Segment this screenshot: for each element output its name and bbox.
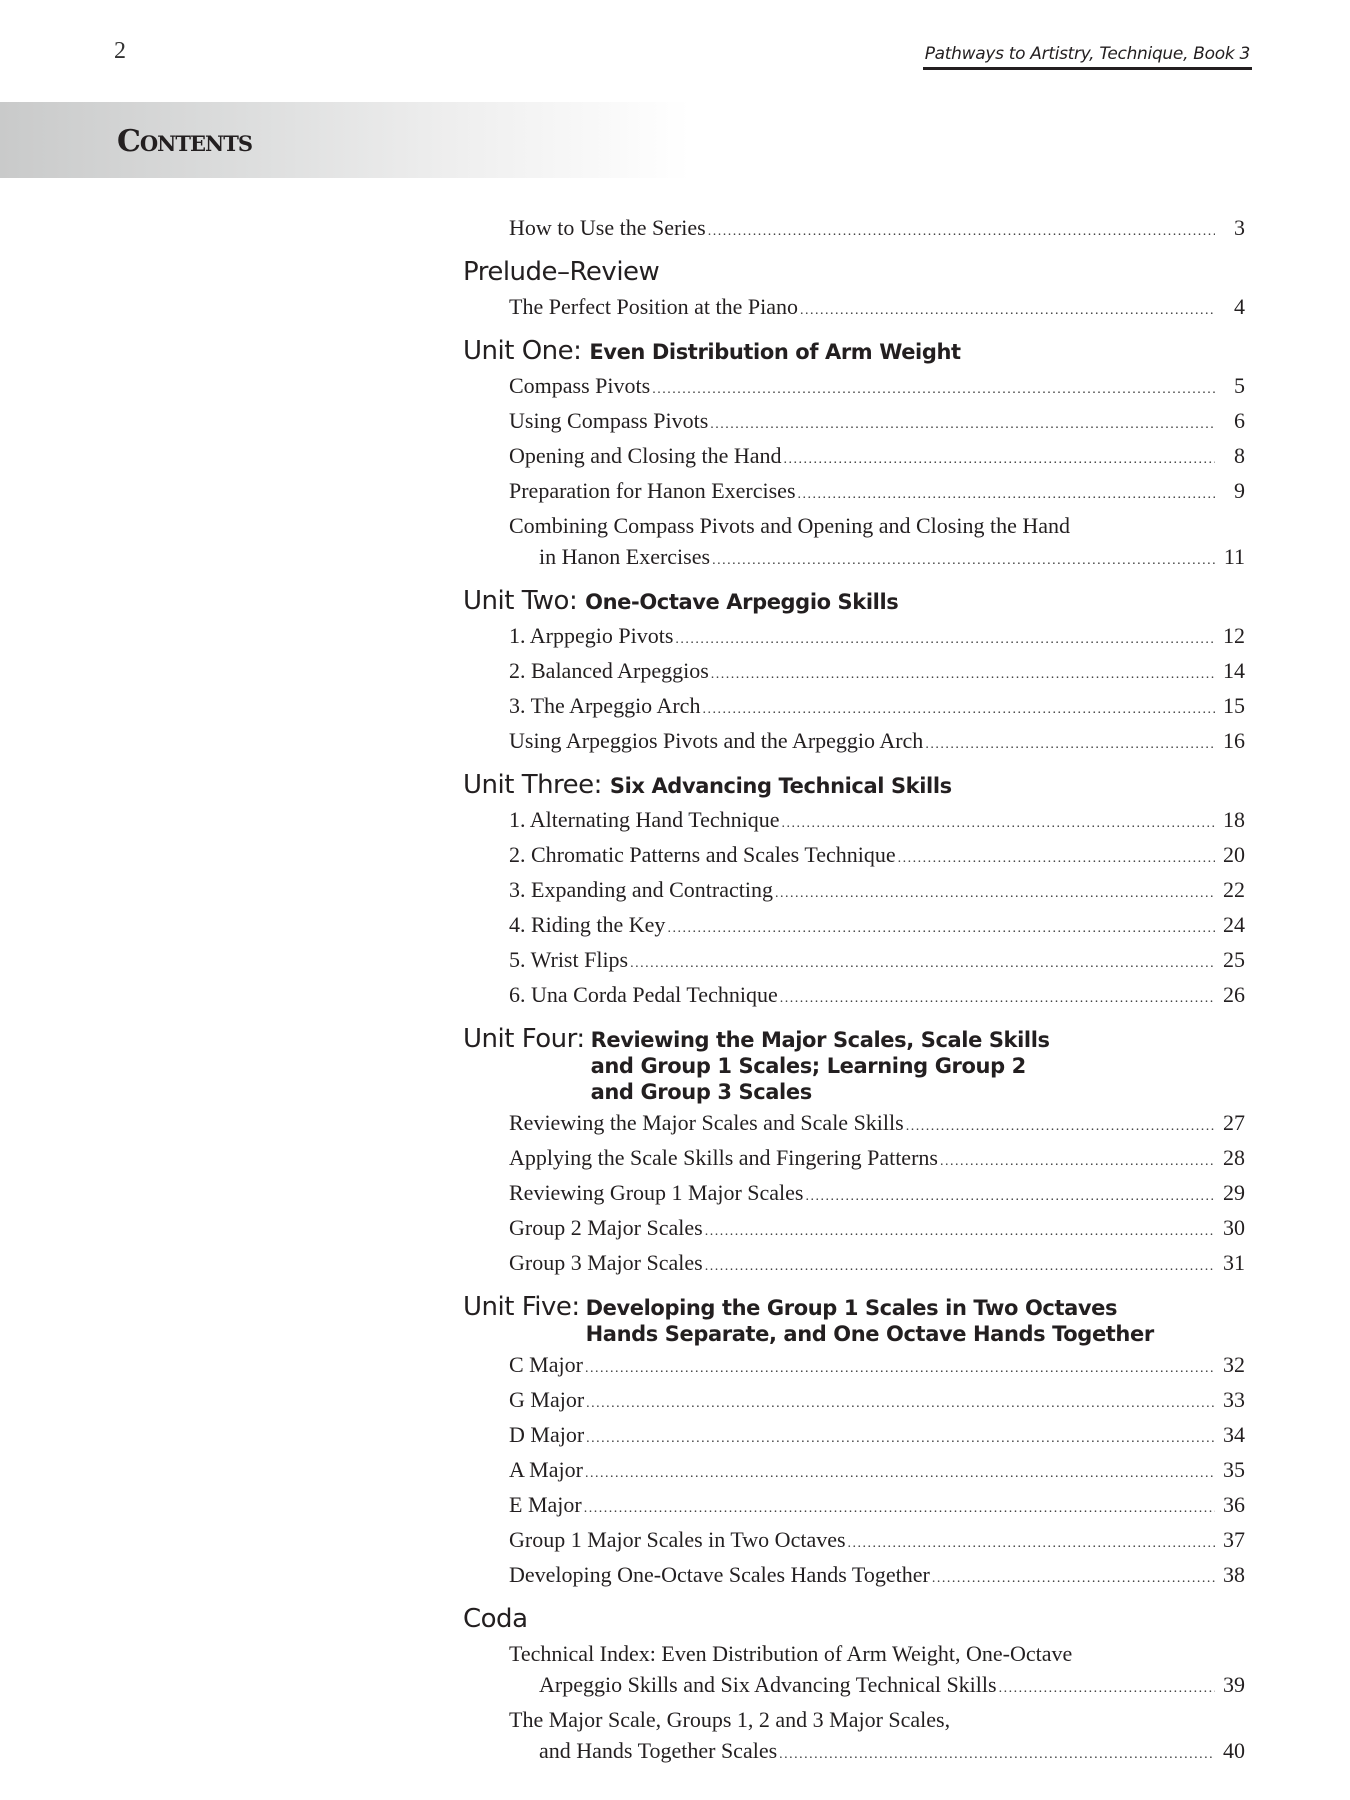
toc-entry-page: 15 [1223, 693, 1245, 718]
dot-leader [782, 808, 1215, 839]
toc-entry-label: Group 1 Major Scales in Two Octaves [509, 1527, 846, 1552]
dot-leader [999, 1673, 1215, 1704]
unit-title-line: Hands Separate, and One Octave Hands Together [585, 1322, 1154, 1346]
unit-title-line: Reviewing the Major Scales, Scale Skills [590, 1028, 1050, 1052]
unit-title-line: and Group 3 Scales [590, 1080, 812, 1104]
toc-entry[interactable] [463, 1212, 1245, 1247]
running-head: Pathways to Artistry, Technique, Book 3 [923, 44, 1252, 70]
section-heading-unit-five [463, 1290, 1245, 1347]
unit-title [585, 1022, 1050, 1105]
toc-entry-label-line1: Technical Index: Even Distribution of Arm Weight, One-Octave [509, 1641, 1073, 1666]
toc-entry-label-line2: in Hanon Exercises [539, 544, 711, 569]
dot-leader [630, 948, 1215, 979]
toc-entry[interactable] [463, 510, 1245, 576]
toc-entry-page: 16 [1223, 728, 1245, 753]
toc-entry-page: 26 [1223, 982, 1245, 1007]
toc-entry[interactable] [463, 1419, 1245, 1454]
dot-leader [925, 729, 1215, 760]
toc-entry[interactable] [463, 405, 1245, 440]
toc-entry[interactable] [463, 212, 1245, 247]
toc-entry-page: 5 [1234, 373, 1245, 398]
toc-entry-page: 20 [1223, 842, 1245, 867]
section-heading-unit-one [463, 334, 1245, 368]
toc-entry-page: 28 [1223, 1145, 1245, 1170]
toc-entry[interactable] [463, 370, 1245, 405]
toc-entry-page: 14 [1223, 658, 1245, 683]
toc-entry[interactable] [463, 874, 1245, 909]
dot-leader [667, 913, 1215, 944]
unit-title: One-Octave Arpeggio Skills [585, 590, 899, 614]
dot-leader [932, 1563, 1215, 1594]
dot-leader [784, 444, 1215, 475]
dot-leader [775, 878, 1215, 909]
toc-entry-label: Group 2 Major Scales [509, 1215, 703, 1240]
toc-entry-page: 8 [1234, 443, 1245, 468]
toc-entry-label: Developing One-Octave Scales Hands Together [509, 1562, 930, 1587]
toc-entry-page: 30 [1223, 1215, 1245, 1240]
unit-title: Even Distribution of Arm Weight [589, 340, 961, 364]
dot-leader [585, 1458, 1215, 1489]
toc-entry-label: Reviewing Group 1 Major Scales [509, 1180, 804, 1205]
table-of-contents [463, 212, 1245, 1770]
unit-label: Unit Three: [463, 770, 602, 800]
toc-entry-label: 6. Una Corda Pedal Technique [509, 982, 778, 1007]
toc-entry-label: Using Arpeggios Pivots and the Arpeggio Arch [509, 728, 924, 753]
toc-entry-label: 5. Wrist Flips [509, 947, 629, 972]
toc-entry[interactable] [463, 1489, 1245, 1524]
toc-entry[interactable] [463, 909, 1245, 944]
toc-entry-label: A Major [509, 1457, 583, 1482]
unit-label: Unit Five: [463, 1292, 580, 1322]
toc-entry-label-line1: Combining Compass Pivots and Opening and Closing the Hand [509, 513, 1070, 538]
toc-entry-page: 37 [1223, 1527, 1245, 1552]
unit-label: Unit Four: [463, 1024, 585, 1054]
dot-leader [702, 694, 1215, 725]
unit-label: Unit One: [463, 336, 582, 366]
dot-leader [798, 479, 1215, 510]
toc-entry-label-line1: The Major Scale, Groups 1, 2 and 3 Major Scales, [509, 1707, 951, 1732]
page-number: 2 [114, 38, 126, 64]
toc-entry[interactable] [463, 690, 1245, 725]
toc-entry[interactable] [463, 1349, 1245, 1384]
section-heading-unit-two [463, 584, 1245, 618]
toc-entry-label: D Major [509, 1422, 585, 1447]
toc-entry[interactable] [463, 1524, 1245, 1559]
unit-label: Unit Two: [463, 586, 578, 616]
dot-leader [800, 295, 1215, 326]
dot-leader [906, 1111, 1215, 1142]
toc-entry-page: 4 [1234, 294, 1245, 319]
dot-leader [586, 1423, 1215, 1454]
dot-leader [675, 624, 1215, 655]
toc-entry-page: 29 [1223, 1180, 1245, 1205]
toc-entry[interactable] [463, 944, 1245, 979]
toc-entry-page: 3 [1234, 215, 1245, 240]
toc-entry[interactable] [463, 1177, 1245, 1212]
toc-entry[interactable] [463, 1704, 1245, 1770]
toc-entry-label: Preparation for Hanon Exercises [509, 478, 796, 503]
toc-entry-label: 4. Riding the Key [509, 912, 666, 937]
toc-entry-label: 3. The Arpeggio Arch [509, 693, 701, 718]
section-title: Coda [463, 1604, 528, 1634]
dot-leader [708, 216, 1215, 247]
page-title: Contents [117, 124, 252, 159]
toc-entry[interactable] [463, 475, 1245, 510]
dot-leader [710, 409, 1215, 440]
unit-title [580, 1290, 1154, 1347]
toc-entry-page: 33 [1223, 1387, 1245, 1412]
toc-entry-label: E Major [509, 1492, 582, 1517]
section-heading-prelude [463, 255, 1245, 289]
toc-entry-page: 11 [1223, 544, 1245, 569]
section-heading-unit-four [463, 1022, 1245, 1105]
toc-entry[interactable] [463, 979, 1245, 1014]
section-heading-coda [463, 1602, 1245, 1636]
toc-entry-label: 2. Chromatic Patterns and Scales Technique [509, 842, 896, 867]
toc-entry[interactable] [463, 804, 1245, 839]
toc-entry-label: G Major [509, 1387, 585, 1412]
toc-entry-page: 9 [1234, 478, 1245, 503]
toc-entry[interactable] [463, 1107, 1245, 1142]
dot-leader [652, 374, 1215, 405]
toc-entry-page: 38 [1223, 1562, 1245, 1587]
toc-entry-label: Opening and Closing the Hand [509, 443, 782, 468]
dot-leader [940, 1146, 1215, 1177]
unit-title: Six Advancing Technical Skills [609, 774, 952, 798]
toc-entry-page: 40 [1223, 1738, 1245, 1763]
toc-entry-label: 1. Alternating Hand Technique [509, 807, 780, 832]
toc-entry-label: Using Compass Pivots [509, 408, 709, 433]
toc-entry[interactable] [463, 839, 1245, 874]
toc-entry[interactable] [463, 725, 1245, 760]
toc-entry[interactable] [463, 655, 1245, 690]
toc-entry-page: 31 [1223, 1250, 1245, 1275]
dot-leader [780, 983, 1215, 1014]
dot-leader [779, 1739, 1215, 1770]
toc-entry-label: Compass Pivots [509, 373, 651, 398]
dot-leader [712, 545, 1215, 576]
toc-entry[interactable] [463, 1247, 1245, 1282]
dot-leader [585, 1353, 1215, 1384]
toc-entry-label: How to Use the Series [509, 215, 706, 240]
toc-entry-page: 18 [1223, 807, 1245, 832]
toc-entry[interactable] [463, 291, 1245, 326]
toc-entry-label: Applying the Scale Skills and Fingering Patterns [509, 1145, 938, 1170]
toc-entry-label: 1. Arppegio Pivots [509, 623, 674, 648]
dot-leader [898, 843, 1215, 874]
toc-entry-label: The Perfect Position at the Piano [509, 294, 798, 319]
toc-entry-page: 27 [1223, 1110, 1245, 1135]
unit-title-line: and Group 1 Scales; Learning Group 2 [590, 1054, 1026, 1078]
toc-entry-page: 25 [1223, 947, 1245, 972]
toc-entry-page: 24 [1223, 912, 1245, 937]
toc-entry-label: 3. Expanding and Contracting [509, 877, 773, 902]
contents-banner [0, 102, 690, 178]
toc-entry-label-line2: and Hands Together Scales [539, 1738, 778, 1763]
toc-entry-label-line2: Arpeggio Skills and Six Advancing Technical Skills [539, 1672, 997, 1697]
dot-leader [586, 1388, 1215, 1419]
dot-leader [584, 1493, 1215, 1524]
dot-leader [705, 1216, 1215, 1247]
toc-entry[interactable] [463, 440, 1245, 475]
section-title: Prelude–Review [463, 257, 660, 287]
toc-entry-page: 36 [1223, 1492, 1245, 1517]
dot-leader [848, 1528, 1215, 1559]
toc-entry-page: 34 [1223, 1422, 1245, 1447]
toc-entry-page: 32 [1223, 1352, 1245, 1377]
dot-leader [711, 659, 1215, 690]
toc-entry-label: Group 3 Major Scales [509, 1250, 703, 1275]
toc-entry-page: 12 [1223, 623, 1245, 648]
toc-entry[interactable] [463, 1142, 1245, 1177]
toc-entry-page: 6 [1234, 408, 1245, 433]
unit-title-line: Developing the Group 1 Scales in Two Octaves [585, 1296, 1118, 1320]
toc-entry[interactable] [463, 1559, 1245, 1594]
section-heading-unit-three [463, 768, 1245, 802]
toc-entry[interactable] [463, 620, 1245, 655]
dot-leader [705, 1251, 1215, 1282]
toc-entry-label: 2. Balanced Arpeggios [509, 658, 709, 683]
toc-entry-label: C Major [509, 1352, 583, 1377]
toc-entry-page: 22 [1223, 877, 1245, 902]
dot-leader [806, 1181, 1216, 1212]
toc-entry-label: Reviewing the Major Scales and Scale Skills [509, 1110, 904, 1135]
toc-entry[interactable] [463, 1454, 1245, 1489]
toc-entry[interactable] [463, 1384, 1245, 1419]
toc-entry-page: 39 [1223, 1672, 1245, 1697]
toc-entry[interactable] [463, 1638, 1245, 1704]
toc-entry-page: 35 [1223, 1457, 1245, 1482]
